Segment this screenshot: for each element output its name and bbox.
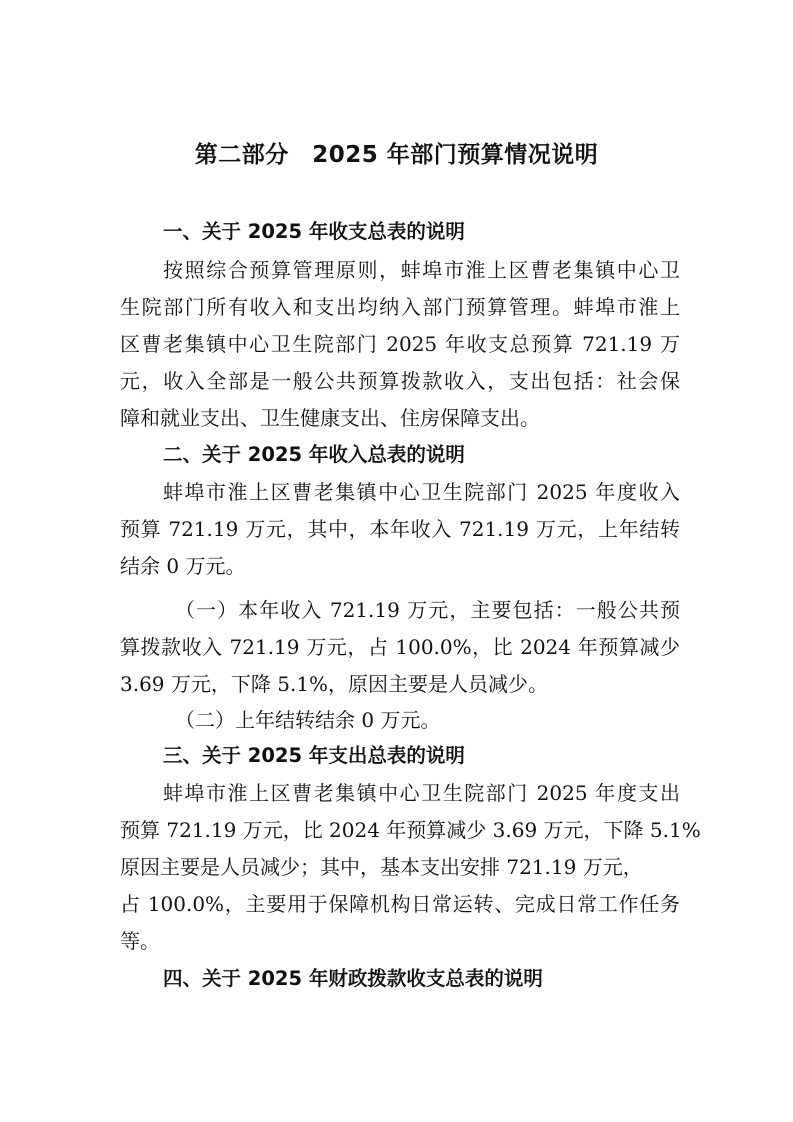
paragraph-line: 蚌埠市淮上区曹老集镇中心卫生院部门 2025 年度收入 — [163, 480, 680, 504]
paragraph-line: 元，收入全部是一般公共预算拨款收入，支出包括：社会保 — [120, 369, 680, 393]
section-heading-1: 一、关于 2025 年收支总表的说明 — [163, 220, 465, 243]
paragraph-line: 生院部门所有收入和支出均纳入部门预算管理。蚌埠市淮上 — [120, 295, 680, 319]
section-heading-4: 四、关于 2025 年财政拨款收支总表的说明 — [163, 967, 543, 990]
paragraph-line: 算拨款收入 721.19 万元，占 100.0%，比 2024 年预算减少 — [120, 635, 680, 659]
section-heading-2: 二、关于 2025 年收入总表的说明 — [163, 443, 465, 466]
paragraph-line: 预算 721.19 万元，其中，本年收入 721.19 万元，上年结转 — [120, 517, 680, 541]
paragraph-line: 按照综合预算管理原则，蚌埠市淮上区曹老集镇中心卫 — [163, 258, 680, 282]
paragraph-line: 蚌埠市淮上区曹老集镇中心卫生院部门 2025 年度支出 — [163, 781, 680, 805]
paragraph-line: 区曹老集镇中心卫生院部门 2025 年收支总预算 721.19 万 — [120, 332, 680, 356]
paragraph-line: 障和就业支出、卫生健康支出、住房保障支出。 — [120, 406, 540, 430]
paragraph-line: 结余 0 万元。 — [120, 554, 246, 578]
paragraph-line: 等。 — [120, 929, 160, 953]
section-heading-3: 三、关于 2025 年支出总表的说明 — [163, 744, 465, 767]
paragraph-line: 占 100.0%，主要用于保障机构日常运转、完成日常工作任务 — [120, 892, 680, 916]
paragraph-line: 3.69 万元，下降 5.1%，原因主要是人员减少。 — [120, 672, 549, 696]
page-title: 第二部分 2025 年部门预算情况说明 — [194, 142, 599, 168]
paragraph-line: （二）上年结转结余 0 万元。 — [175, 708, 441, 732]
paragraph-line: 预算 721.19 万元，比 2024 年预算减少 3.69 万元，下降 5.1% — [120, 818, 701, 842]
paragraph-line: （一）本年收入 721.19 万元，主要包括：一般公共预 — [175, 598, 680, 622]
paragraph-line: 原因主要是人员减少；其中，基本支出安排 721.19 万元， — [120, 855, 643, 879]
